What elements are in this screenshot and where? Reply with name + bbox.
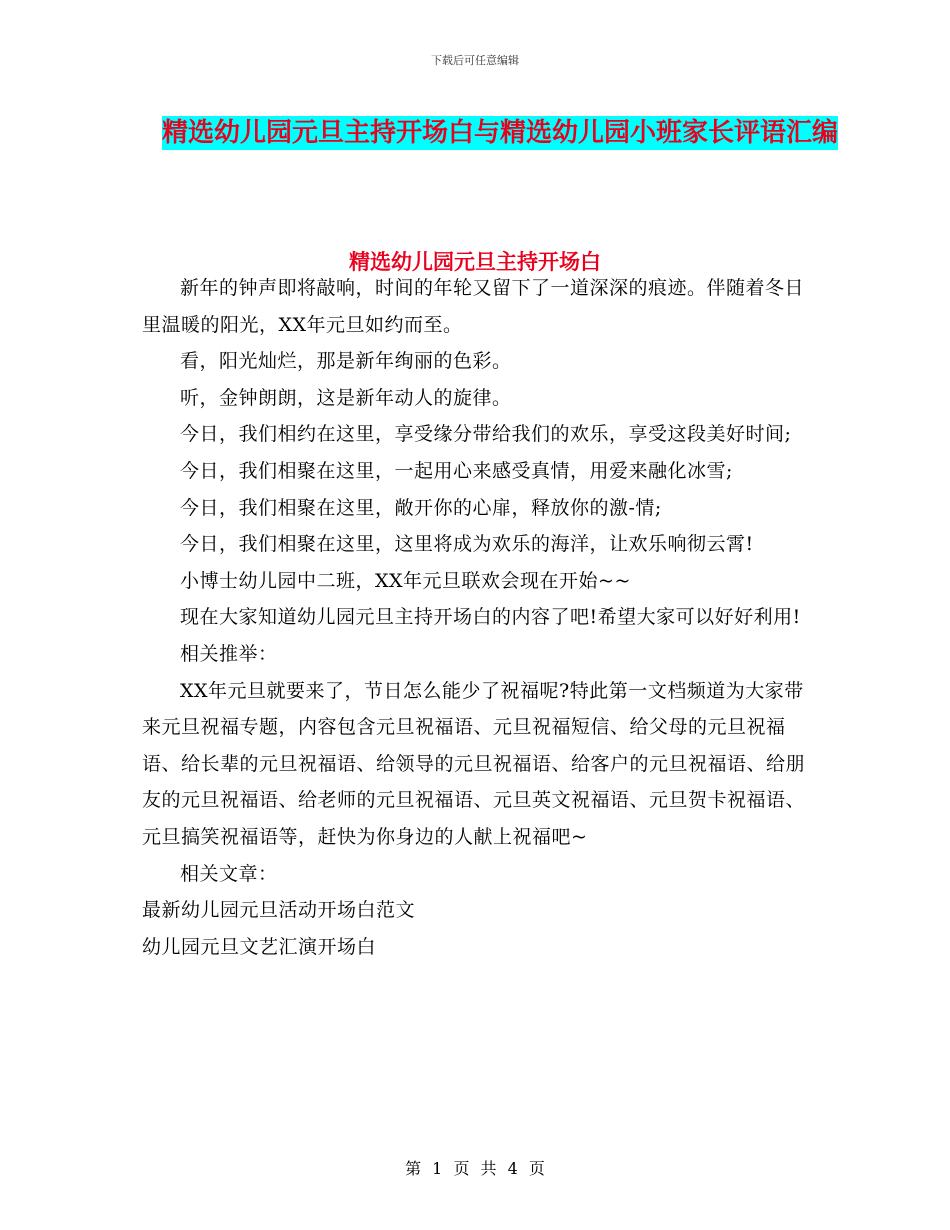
related-article-link[interactable]: 最新幼儿园元旦活动开场白范文: [142, 899, 416, 922]
page-header-note: 下载后可任意编辑: [431, 54, 519, 67]
paragraph: 看，阳光灿烂，那是新年绚丽的色彩。: [180, 350, 512, 373]
document-title-text: 精选幼儿园元旦主持开场白与精选幼儿园小班家长评语汇编: [161, 118, 838, 148]
paragraph: 小博士幼儿园中二班，XX年元旦联欢会现在开始~~: [180, 569, 631, 592]
document-body: [142, 270, 810, 965]
paragraph: 今日，我们相聚在这里，一起用心来感受真情，用爱来融化冰雪;: [180, 459, 733, 482]
paragraph: 听，金钟朗朗，这是新年动人的旋律。: [180, 386, 512, 409]
paragraph: 今日，我们相聚在这里，这里将成为欢乐的海洋，让欢乐响彻云霄!: [180, 533, 754, 556]
page-number: 第 1 页 共 4 页: [405, 1159, 545, 1178]
paragraph: 今日，我们相聚在这里，敞开你的心扉，释放你的激-情;: [180, 496, 662, 519]
paragraph: 今日，我们相约在这里，享受缘分带给我们的欢乐，享受这段美好时间;: [180, 423, 792, 446]
paragraph: XX年元旦就要来了，节日怎么能少了祝福呢?特此第一文档频道为大家带来元旦祝福专题，内容包含元旦祝福语、元旦祝福短信、给父母的元旦祝福语、给长辈的元旦祝福语、给领导的元旦祝福语、给客户的元旦祝福语、给朋友的元旦祝福语、给老师的元旦祝福语、元旦英文祝福语、元旦贺卡祝福语、元旦搞笑祝福语等，赶快为你身边的人献上祝福吧~: [142, 679, 806, 848]
paragraph: 新年的钟声即将敲响，时间的年轮又留下了一道深深的痕迹。伴随着冬日里温暖的阳光，XX年元旦如约而至。: [142, 277, 805, 336]
paragraph: 相关文章：: [180, 862, 278, 885]
paragraph: 相关推举：: [180, 642, 278, 665]
document-title: [150, 110, 850, 156]
related-article-link[interactable]: 幼儿园元旦文艺汇演开场白: [142, 935, 377, 958]
section-title: 精选幼儿园元旦主持开场白: [349, 249, 601, 274]
paragraph: 现在大家知道幼儿园元旦主持开场白的内容了吧!希望大家可以好好利用!: [180, 606, 801, 629]
